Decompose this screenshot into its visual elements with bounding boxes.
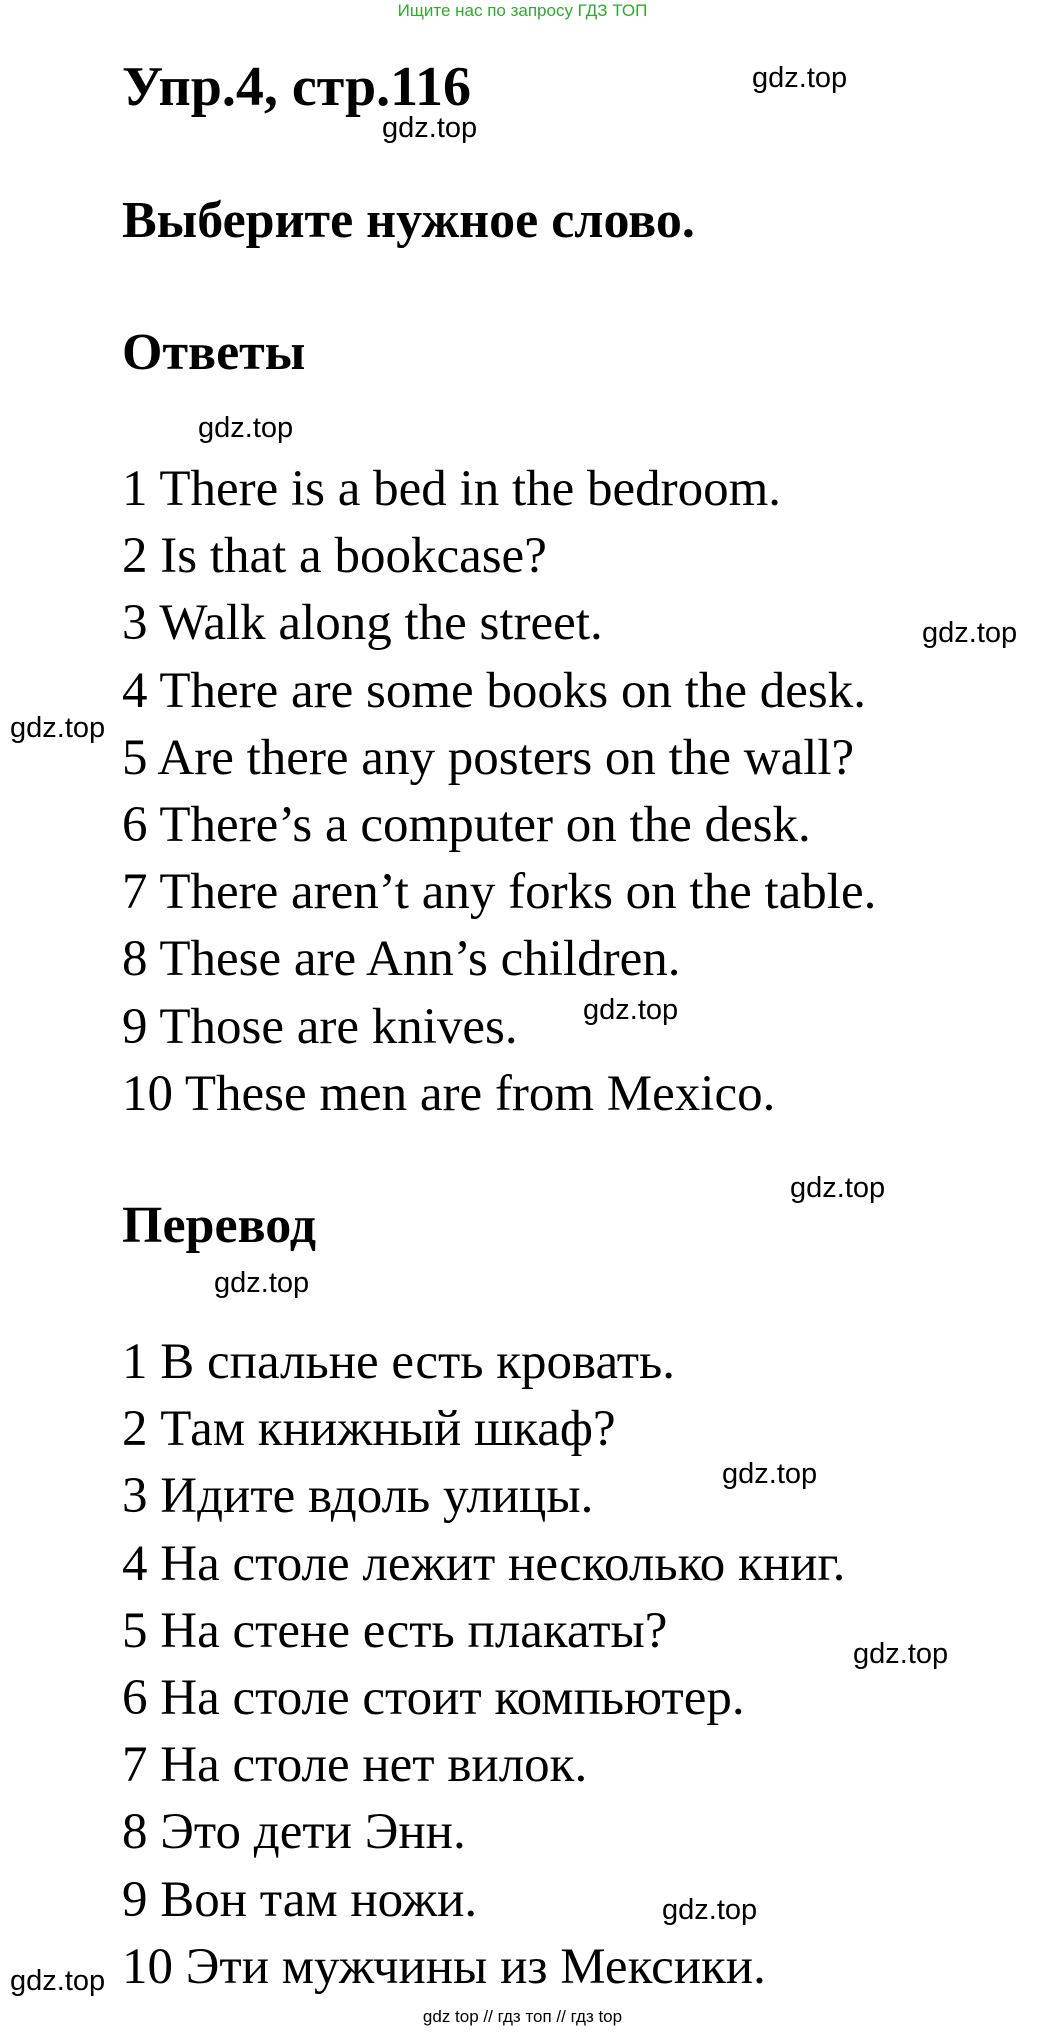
- translation-item: 1 В спальне есть кровать.: [122, 1334, 676, 1390]
- watermark: gdz.top: [662, 1894, 758, 1926]
- translation-item: 2 Там книжный шкаф?: [122, 1401, 616, 1458]
- watermark: gdz.top: [214, 1267, 310, 1299]
- watermark: gdz.top: [583, 994, 679, 1026]
- watermark: gdz.top: [10, 712, 106, 744]
- translation-item: 7 На столе нет вилок.: [122, 1737, 588, 1794]
- answer-item: 7 There aren’t any forks on the table.: [122, 864, 877, 921]
- watermark: gdz.top: [922, 617, 1018, 649]
- watermark: gdz.top: [752, 62, 848, 94]
- watermark: gdz.top: [198, 412, 294, 444]
- watermark: gdz.top: [382, 112, 478, 144]
- answer-item: 1 There is a bed in the bedroom.: [122, 461, 782, 517]
- answer-item: 8 These are Ann’s children.: [122, 931, 681, 988]
- page-title: Упр.4, стр.116: [122, 56, 472, 118]
- answer-item: 9 Those are knives.: [122, 998, 518, 1055]
- answer-item: 10 These men are from Mexico.: [122, 1065, 776, 1122]
- watermark: gdz.top: [790, 1172, 886, 1204]
- translation-item: 5 На стене есть плакаты?: [122, 1602, 668, 1659]
- task-heading: Выберите нужное слово.: [122, 192, 695, 249]
- translation-item: 9 Вон там ножи.: [122, 1871, 478, 1928]
- footer-links[interactable]: gdz top // гдз топ // гдз top: [422, 2007, 623, 2026]
- watermark: gdz.top: [10, 1965, 106, 1997]
- top-banner-link[interactable]: Ищите нас по запросу ГДЗ ТОП: [397, 1, 648, 20]
- translation-item: 6 На столе стоит компьютер.: [122, 1669, 745, 1726]
- translation-item: 3 Идите вдоль улицы.: [122, 1468, 594, 1525]
- answer-item: 6 There’s a computer on the desk.: [122, 796, 811, 853]
- translation-item: 4 На столе лежит несколько книг.: [122, 1535, 846, 1592]
- answer-item: 2 Is that a bookcase?: [122, 528, 547, 585]
- answers-heading: Ответы: [122, 324, 306, 381]
- answer-item: 4 There are some books on the desk.: [122, 662, 867, 719]
- answer-item: 5 Are there any posters on the wall?: [122, 729, 855, 786]
- translation-heading: Перевод: [122, 1197, 317, 1254]
- translation-item: 10 Эти мужчины из Мексики.: [122, 1938, 766, 1995]
- watermark: gdz.top: [722, 1458, 818, 1490]
- translation-item: 8 Это дети Энн.: [122, 1804, 466, 1861]
- answers-list: [122, 456, 876, 1128]
- answer-item: 3 Walk along the street.: [122, 595, 603, 652]
- watermark: gdz.top: [853, 1638, 949, 1670]
